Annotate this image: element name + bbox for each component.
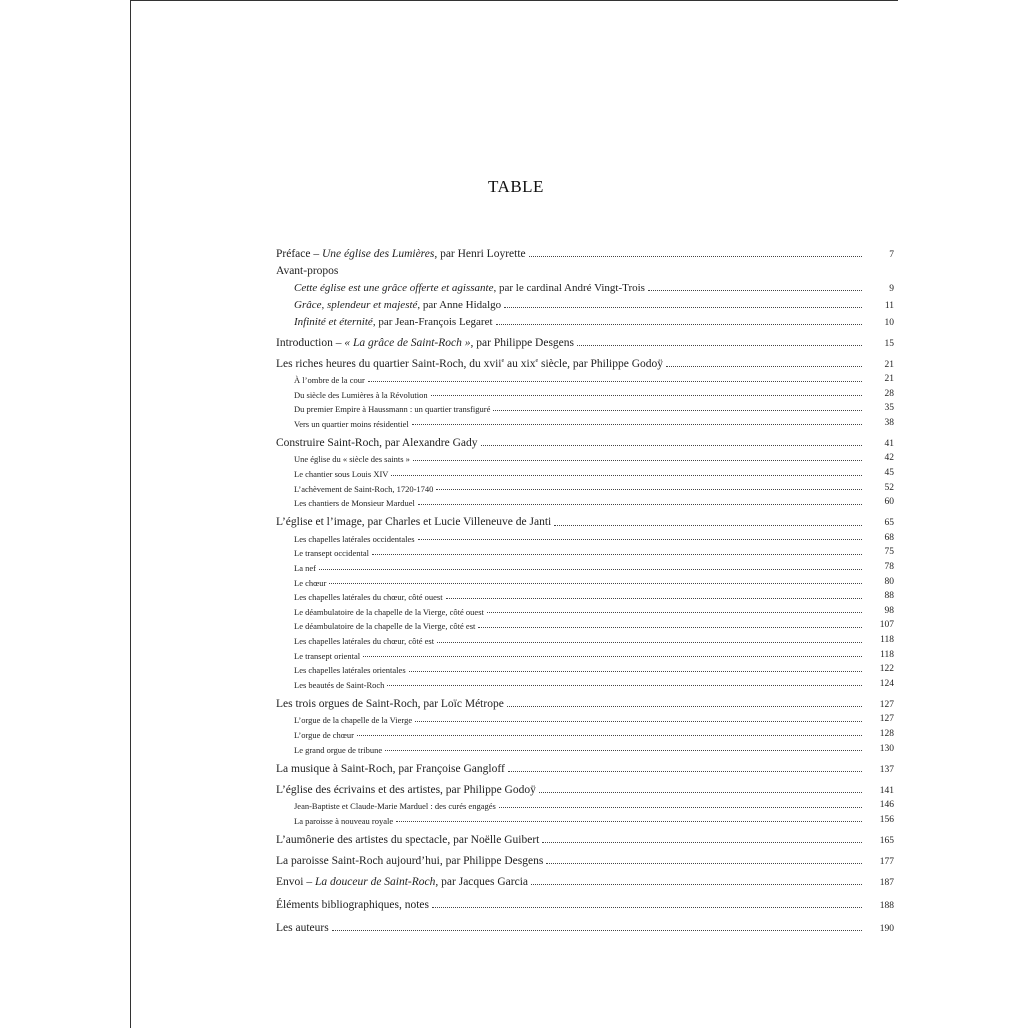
dot-leader [529,256,862,257]
toc-page-number: 78 [884,562,894,573]
toc-chapter-entry [276,896,894,911]
toc-page-number: 107 [879,620,894,631]
dot-leader [436,489,862,490]
toc-subentry [276,616,894,631]
toc-page-number: 98 [884,605,894,616]
book-page [130,0,898,1028]
toc-subentry [276,414,894,429]
toc-subentry [276,294,894,311]
dot-leader [437,642,862,643]
dot-leader [666,366,862,367]
toc-entry-title: Les auteurs [276,921,329,934]
dot-leader [396,821,862,822]
toc-subentry [276,602,894,617]
toc-subentry [276,646,894,661]
dot-leader [357,735,862,736]
toc-chapter-entry [276,514,894,529]
dot-leader [487,612,862,613]
dot-leader [418,539,862,540]
toc-chapter-entry [276,434,894,449]
toc-entry-title: Du premier Empire à Haussmann : un quartier transfiguré [294,404,491,415]
dot-leader [329,583,862,584]
toc-entry-title: Les riches heures du quartier Saint-Roch, du xvii$^e$ au xix$^e$ siècle, par Philippe Godoÿ [276,357,664,370]
toc-entry-title: Du siècle des Lumières à la Révolution [294,389,428,400]
toc-page-number: 15 [884,338,894,349]
toc-chapter-entry [276,781,894,796]
dot-leader [499,807,862,808]
table-of-contents [276,245,894,934]
dot-leader [508,771,862,772]
toc-subentry [276,493,894,508]
dot-leader [412,424,862,425]
toc-entry-title: À l’ombre de la cour [294,375,365,386]
toc-page-number: 68 [884,532,894,543]
toc-page-number: 137 [879,764,894,775]
dot-leader [493,410,862,411]
toc-page-number: 118 [880,649,894,660]
toc-subentry [276,311,894,328]
dot-leader [577,345,862,346]
toc-entry-title: Les beautés de Saint-Roch [294,679,385,690]
toc-page-number: 65 [884,518,894,529]
dot-leader [546,863,862,864]
toc-subentry [276,277,894,294]
toc-page-number: 187 [879,877,894,888]
toc-subentry [276,725,894,740]
toc-chapter-entry [276,355,894,370]
toc-page-number: 118 [880,635,894,645]
toc-subentry [276,631,894,646]
dot-leader [372,554,862,555]
toc-entry-title: Grâce, splendeur et majesté, par Anne Hidalgo [294,299,502,311]
toc-chapter-entry [276,852,894,867]
toc-entry-title: Le déambulatoire de la chapelle de la Vierge, côté ouest [294,606,484,617]
toc-page-number: 10 [884,317,894,328]
toc-entry-title: Envoi – La douceur de Saint-Roch, par Jacques Garcia [276,875,528,888]
dot-leader [507,706,862,707]
dot-leader [539,792,862,793]
toc-page-number: 75 [884,547,894,558]
dot-leader [332,930,862,931]
toc-entry-title: Les trois orgues de Saint-Roch, par Loïc Métrope [276,697,504,710]
toc-subentry [276,385,894,400]
toc-entry-title: L’église et l’image, par Charles et Lucie Villeneuve de Janti [276,516,552,529]
toc-page-number: 146 [879,800,894,811]
toc-entry-title: La paroisse Saint-Roch aujourd’hui, par Philippe Desgens [276,854,544,867]
dot-leader [531,884,862,885]
toc-subentry [276,529,894,544]
toc-subentry [276,573,894,588]
toc-subentry [276,479,894,494]
toc-section-heading: Avant-propos [276,264,339,277]
toc-subentry [276,660,894,675]
dot-leader [648,290,862,291]
dot-leader [363,656,862,657]
toc-entry-title: L’aumônerie des artistes du spectacle, par Noëlle Guibert [276,833,540,846]
toc-page-number: 42 [884,453,894,464]
dot-leader [415,721,862,722]
toc-chapter-entry [276,831,894,846]
toc-entry-title: Les chantiers de Monsieur Marduel [294,498,415,509]
toc-page-number: 141 [879,785,894,796]
toc-entry-title: La paroisse à nouveau royale [294,815,394,826]
toc-page-number: 165 [879,835,894,846]
toc-page-number: 156 [879,814,894,825]
dot-leader [478,627,862,628]
toc-page-number: 45 [884,468,894,479]
toc-chapter-entry [276,919,894,934]
toc-entry-title: Vers un quartier moins résidentiel [294,418,409,429]
toc-entry-title: Les chapelles latérales du chœur, côté est [294,636,435,646]
dot-leader [496,324,862,325]
toc-entry-title: Le déambulatoire de la chapelle de la Vierge, côté est [294,621,476,632]
toc-page-number: 80 [884,576,894,587]
dot-leader [385,750,862,751]
toc-page-number: 122 [879,664,894,675]
toc-entry-title: La nef [294,563,316,574]
toc-entry-title: Le chœur [294,577,327,588]
toc-entry-title: Construire Saint-Roch, par Alexandre Gady [276,436,478,449]
toc-entry-title: La musique à Saint-Roch, par Françoise Gangloff [276,762,505,775]
toc-entry-title: L’église des écrivains et des artistes, par Philippe Godoÿ [276,783,536,796]
toc-entry-title: Les chapelles latérales occidentales [294,533,415,544]
dot-leader [504,307,862,308]
toc-page-number: 130 [879,743,894,754]
dot-leader [554,525,862,526]
toc-entry-title: Préface – Une église des Lumières, par Henri Loyrette [276,247,526,260]
toc-subentry [276,796,894,811]
toc-page-number: 21 [884,374,894,385]
toc-subentry [276,464,894,479]
toc-entry-title: Introduction – « La grâce de Saint-Roch », par Philippe Desgens [276,336,575,349]
dot-leader [368,381,862,382]
toc-page-number: 52 [884,482,894,493]
toc-entry-title: Jean-Baptiste et Claude-Marie Marduel : des curés engagés [294,801,496,812]
toc-subentry [276,739,894,754]
toc-entry-title: Infinité et éternité, par Jean-François Legaret [294,316,493,328]
toc-page-number: 38 [884,417,894,428]
toc-page-number: 35 [884,403,894,414]
toc-entry-title: Les chapelles latérales orientales [294,665,406,676]
toc-page-number: 190 [879,923,894,934]
toc-chapter-entry [276,760,894,775]
toc-entry-title: Le grand orgue de tribune [294,744,383,755]
toc-page-number: 9 [889,283,894,294]
toc-chapter-entry [276,245,894,260]
toc-entry-title: L’achèvement de Saint-Roch, 1720-1740 [294,483,434,494]
toc-subentry [276,399,894,414]
toc-page-number: 11 [884,300,894,311]
toc-subentry [276,449,894,464]
toc-subentry [276,710,894,725]
dot-leader [542,842,862,843]
toc-page-number: 60 [884,497,894,508]
page-title: TABLE [488,177,544,196]
toc-page-number: 128 [879,728,894,739]
toc-page-number: 28 [884,388,894,399]
toc-entry-title: L’orgue de chœur [294,729,354,740]
dot-leader [409,671,862,672]
dot-leader [431,395,862,396]
toc-subentry [276,675,894,690]
toc-subentry [276,543,894,558]
dot-leader [413,460,862,461]
dot-leader [391,475,862,476]
toc-subentry [276,811,894,826]
toc-entry-title: Le transept occidental [294,548,370,559]
dot-leader [446,598,862,599]
toc-page-number: 41 [884,438,894,449]
toc-page-number: 7 [889,249,894,260]
toc-entry-title: Le chantier sous Louis XIV [294,469,389,480]
dot-leader [387,685,862,686]
toc-page-number: 88 [884,591,894,602]
toc-chapter-entry [276,873,894,888]
toc-page-number: 21 [884,359,894,370]
toc-entry-title: Cette église est une grâce offerte et agissante, par le cardinal André Vingt-Trois [294,282,645,294]
dot-leader [319,569,862,570]
toc-page-number: 188 [879,900,894,911]
dot-leader [418,504,862,505]
toc-subentry [276,587,894,602]
toc-entry-title: Éléments bibliographiques, notes [276,898,429,911]
toc-chapter-entry [276,334,894,349]
toc-entry-title: L’orgue de la chapelle de la Vierge [294,715,413,726]
dot-leader [481,445,862,446]
toc-subentry [276,370,894,385]
dot-leader [432,907,862,908]
toc-entry-title: Une église du « siècle des saints » [294,454,410,465]
toc-page-number: 127 [879,714,894,725]
toc-entry-title: Les chapelles latérales du chœur, côté ouest [294,592,443,603]
toc-page-number: 177 [879,856,894,867]
toc-page-number: 124 [879,678,894,689]
toc-entry-title: Le transept oriental [294,650,361,661]
toc-page-number: 127 [879,699,894,710]
toc-subentry [276,558,894,573]
toc-chapter-entry [276,695,894,710]
